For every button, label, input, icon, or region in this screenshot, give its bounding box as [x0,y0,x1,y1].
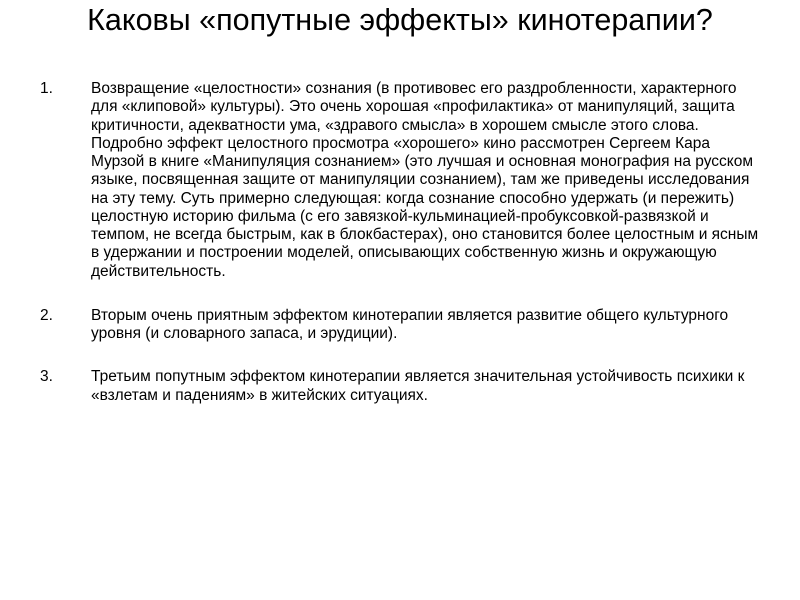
list-item-number: 3. [40,368,53,386]
slide-title: Каковы «попутные эффекты» кинотерапии? [87,3,713,37]
list-item [0,368,800,405]
list-item [0,307,800,344]
list-item-text: Возвращение «целостности» сознания (в противовес его раздробленности, характерного для «клиповой» культуры). Это очень хорошая «профилактика» от манипуляций, защита критичности, адекватности ума, «здравого смысла» в хорошем смысле этого слова. Подробно эффект целостного просмотра «хорошего» кино рассмотрен Сергеем Кара Мурзой в книге «Манипуляция сознанием» (это лучшая и основная монография на русском языке, посвященная защите от манипуляции сознанием), там же приведены исследования на эту тему. Суть примерно следующая: когда сознание способно удержать (и пережить) целостную историю фильма (с его завязкой-кульминацией-пробуксовкой-развязкой и темпом, не всегда быстрым, как в блокбастерах), оно становится более целостным и ясным в удержании и построении моделей, описывающих собственную жизнь и окружающую действительность. [91,80,759,280]
list-item-number: 2. [40,306,53,324]
list-item [0,80,800,281]
list-item-text: Третьим попутным эффектом кинотерапии является значительная устойчивость психики к «взлетам и падениям» в житейских ситуациях. [91,368,745,404]
list-item-number: 1. [40,80,53,97]
list-item-text: Вторым очень приятным эффектом кинотерапии является развитие общего культурного уровня (и словарного запаса, и эрудиции). [91,306,729,342]
effects-list [0,80,800,405]
